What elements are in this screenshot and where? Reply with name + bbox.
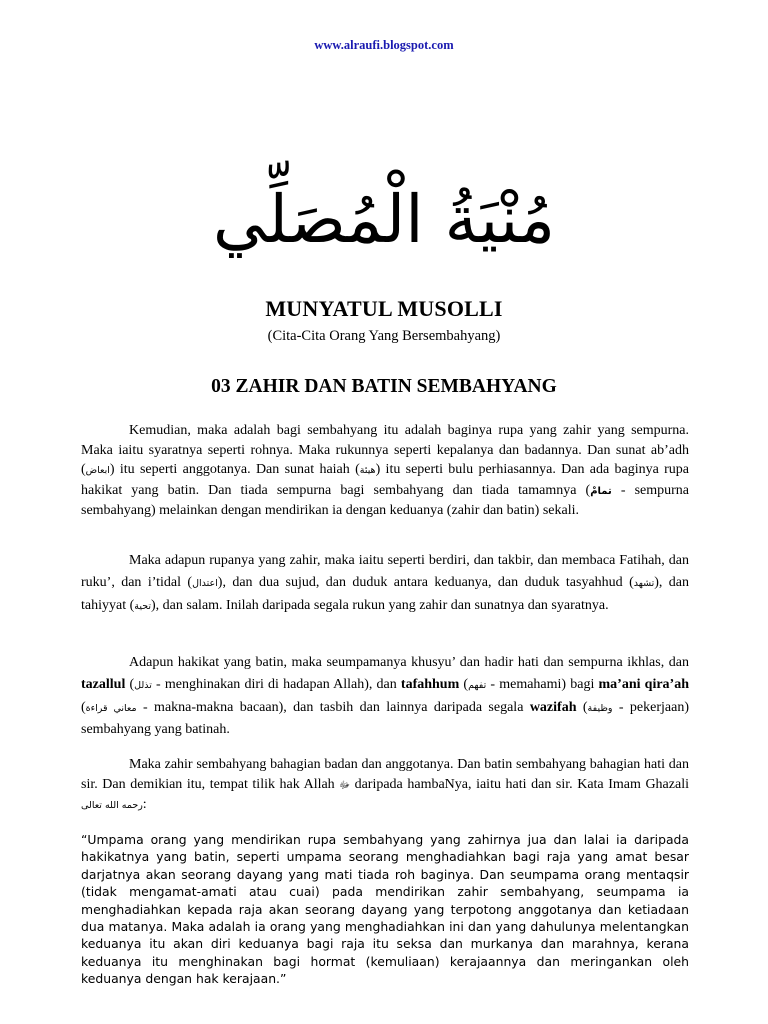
term-bold: wazifah — [529, 699, 577, 715]
website-link[interactable]: www.alraufi.blogspot.com — [314, 38, 454, 52]
text-run: - makna-makna bacaan), dan tasbih dan lainnya daripada segala — [136, 699, 530, 715]
text-run: Maka adapun rupanya yang zahir, maka iaitu seperti berdiri, dan takbir, dan membaca Fatihah, dan ruku’, dan i’tidal ( — [81, 553, 689, 590]
arabic-term: تشهد — [633, 577, 655, 589]
text-run: Kemudian, maka adalah bagi sembahyang itu adalah baginya rupa yang zahir yang sempurna. Maka iaitu syaratnya seperti rohnya. Maka rukunnya seperti kepalanya dan badannya. Dan sunat ab’adh ( — [81, 423, 689, 478]
paragraph-2 — [81, 550, 689, 617]
text-run: daripada hambaNya, iaitu hati dan sir. Kata Imam Ghazali — [350, 776, 689, 792]
book-subtitle: (Cita-Cita Orang Yang Bersembahyang) — [267, 328, 501, 344]
term-bold: tafahhum — [400, 676, 460, 692]
text-run: ( — [125, 676, 135, 692]
text-run: ), dan dua sujud, dan duduk antara keduanya, dan duduk tasyahhud ( — [217, 574, 634, 590]
quotation-block: “Umpama orang yang mendirikan rupa sembahyang yang zahirnya jua dan lalai ia daripada hakikatnya yang batin, seperti umpama seorang menghadiahkan bagi raja yang amat besar darjatnya akan seorang dayang yang mati tiada roh baginya. Dan seumpama orang mentaqsir (tidak mengamat-amati atau cuai) pada mendirikan zahir sembahyang, seumpama ia menghadiahkan kepada raja akan seorang dayang yang terpotong anggotanya dan ketiadaan dua matanya. Maka adalah ia orang yang menghadiahkan ini dan yang dahulunya melentangkan keduanya itu akan diri keduanya bagi raja itu seksa dan murkanya dan marahnya, kerana keduanya itu menghinakan bagi hormat (kemuliaan) kerajaannya dan meringankan oleh keduanya dengan hak kerajaan.” — [81, 832, 689, 987]
arabic-term: تمامْ — [590, 485, 612, 497]
text-run: - sempurna sembahyang) melainkan dengan mendirikan ia dengan keduanya (zahir dan batin) sekali. — [81, 482, 689, 519]
text-run: ( — [576, 699, 588, 715]
text-run: : — [142, 797, 147, 813]
text-run: - menghinakan diri di hadapan Allah), dan — [151, 676, 401, 692]
book-title: MUNYATUL MUSOLLI — [265, 296, 503, 321]
paragraph-3 — [81, 652, 689, 741]
arabic-honorific: رحمه الله تعالى — [81, 800, 143, 812]
arabic-term: وظيفة — [587, 702, 613, 714]
arabic-term: معاني قراءة — [85, 702, 137, 714]
text-run: ), dan salam. Inilah daripada segala rukun yang zahir dan sunatnya dan syaratnya. — [151, 597, 609, 613]
arabic-term: تذلل — [134, 679, 152, 691]
arabic-term: تفهم — [468, 679, 487, 691]
text-run: - memahami) bagi — [486, 676, 599, 692]
arabic-honorific: ﷻ — [339, 779, 350, 791]
text-run: ( — [459, 676, 469, 692]
text-run: Maka zahir sembahyang bahagian badan dan anggotanya. Dan batin sembahyang bahagian hati dan sir. Dan demikian itu, tempat tilik hak Allah — [81, 757, 689, 792]
arabic-title: مُنْيَةُ الْمُصَلِّي — [212, 181, 556, 258]
arabic-term: ابعاض — [85, 465, 110, 477]
term-bold: tazallul — [81, 676, 126, 692]
paragraph-1 — [81, 421, 689, 521]
arabic-term: تحية — [134, 600, 152, 612]
arabic-term: هيئة — [359, 465, 376, 477]
paragraph-4 — [81, 755, 689, 816]
text-run: ( — [81, 699, 86, 715]
term-bold: ma’ani qira’ah — [598, 676, 689, 692]
text-run: - pekerjaan) sembahyang yang batinah. — [81, 699, 689, 738]
text-run: ) itu seperti bulu perhiasannya. Dan ada baginya rupa hakikat yang batin. Dan tiada sempurna bagi sembahyang dan tiada tamamnya ( — [81, 462, 689, 498]
section-heading: 03 ZAHIR DAN BATIN SEMBAHYANG — [211, 376, 557, 397]
arabic-term: اعتدال — [192, 577, 218, 589]
text-run: ) itu seperti anggotanya. Dan sunat haiah ( — [109, 462, 360, 478]
text-run: Adapun hakikat yang batin, maka seumpamanya khusyu’ dan hadir hati dan sempurna ikhlas, dan — [129, 655, 689, 670]
text-run: ), dan tahiyyat ( — [81, 574, 689, 613]
